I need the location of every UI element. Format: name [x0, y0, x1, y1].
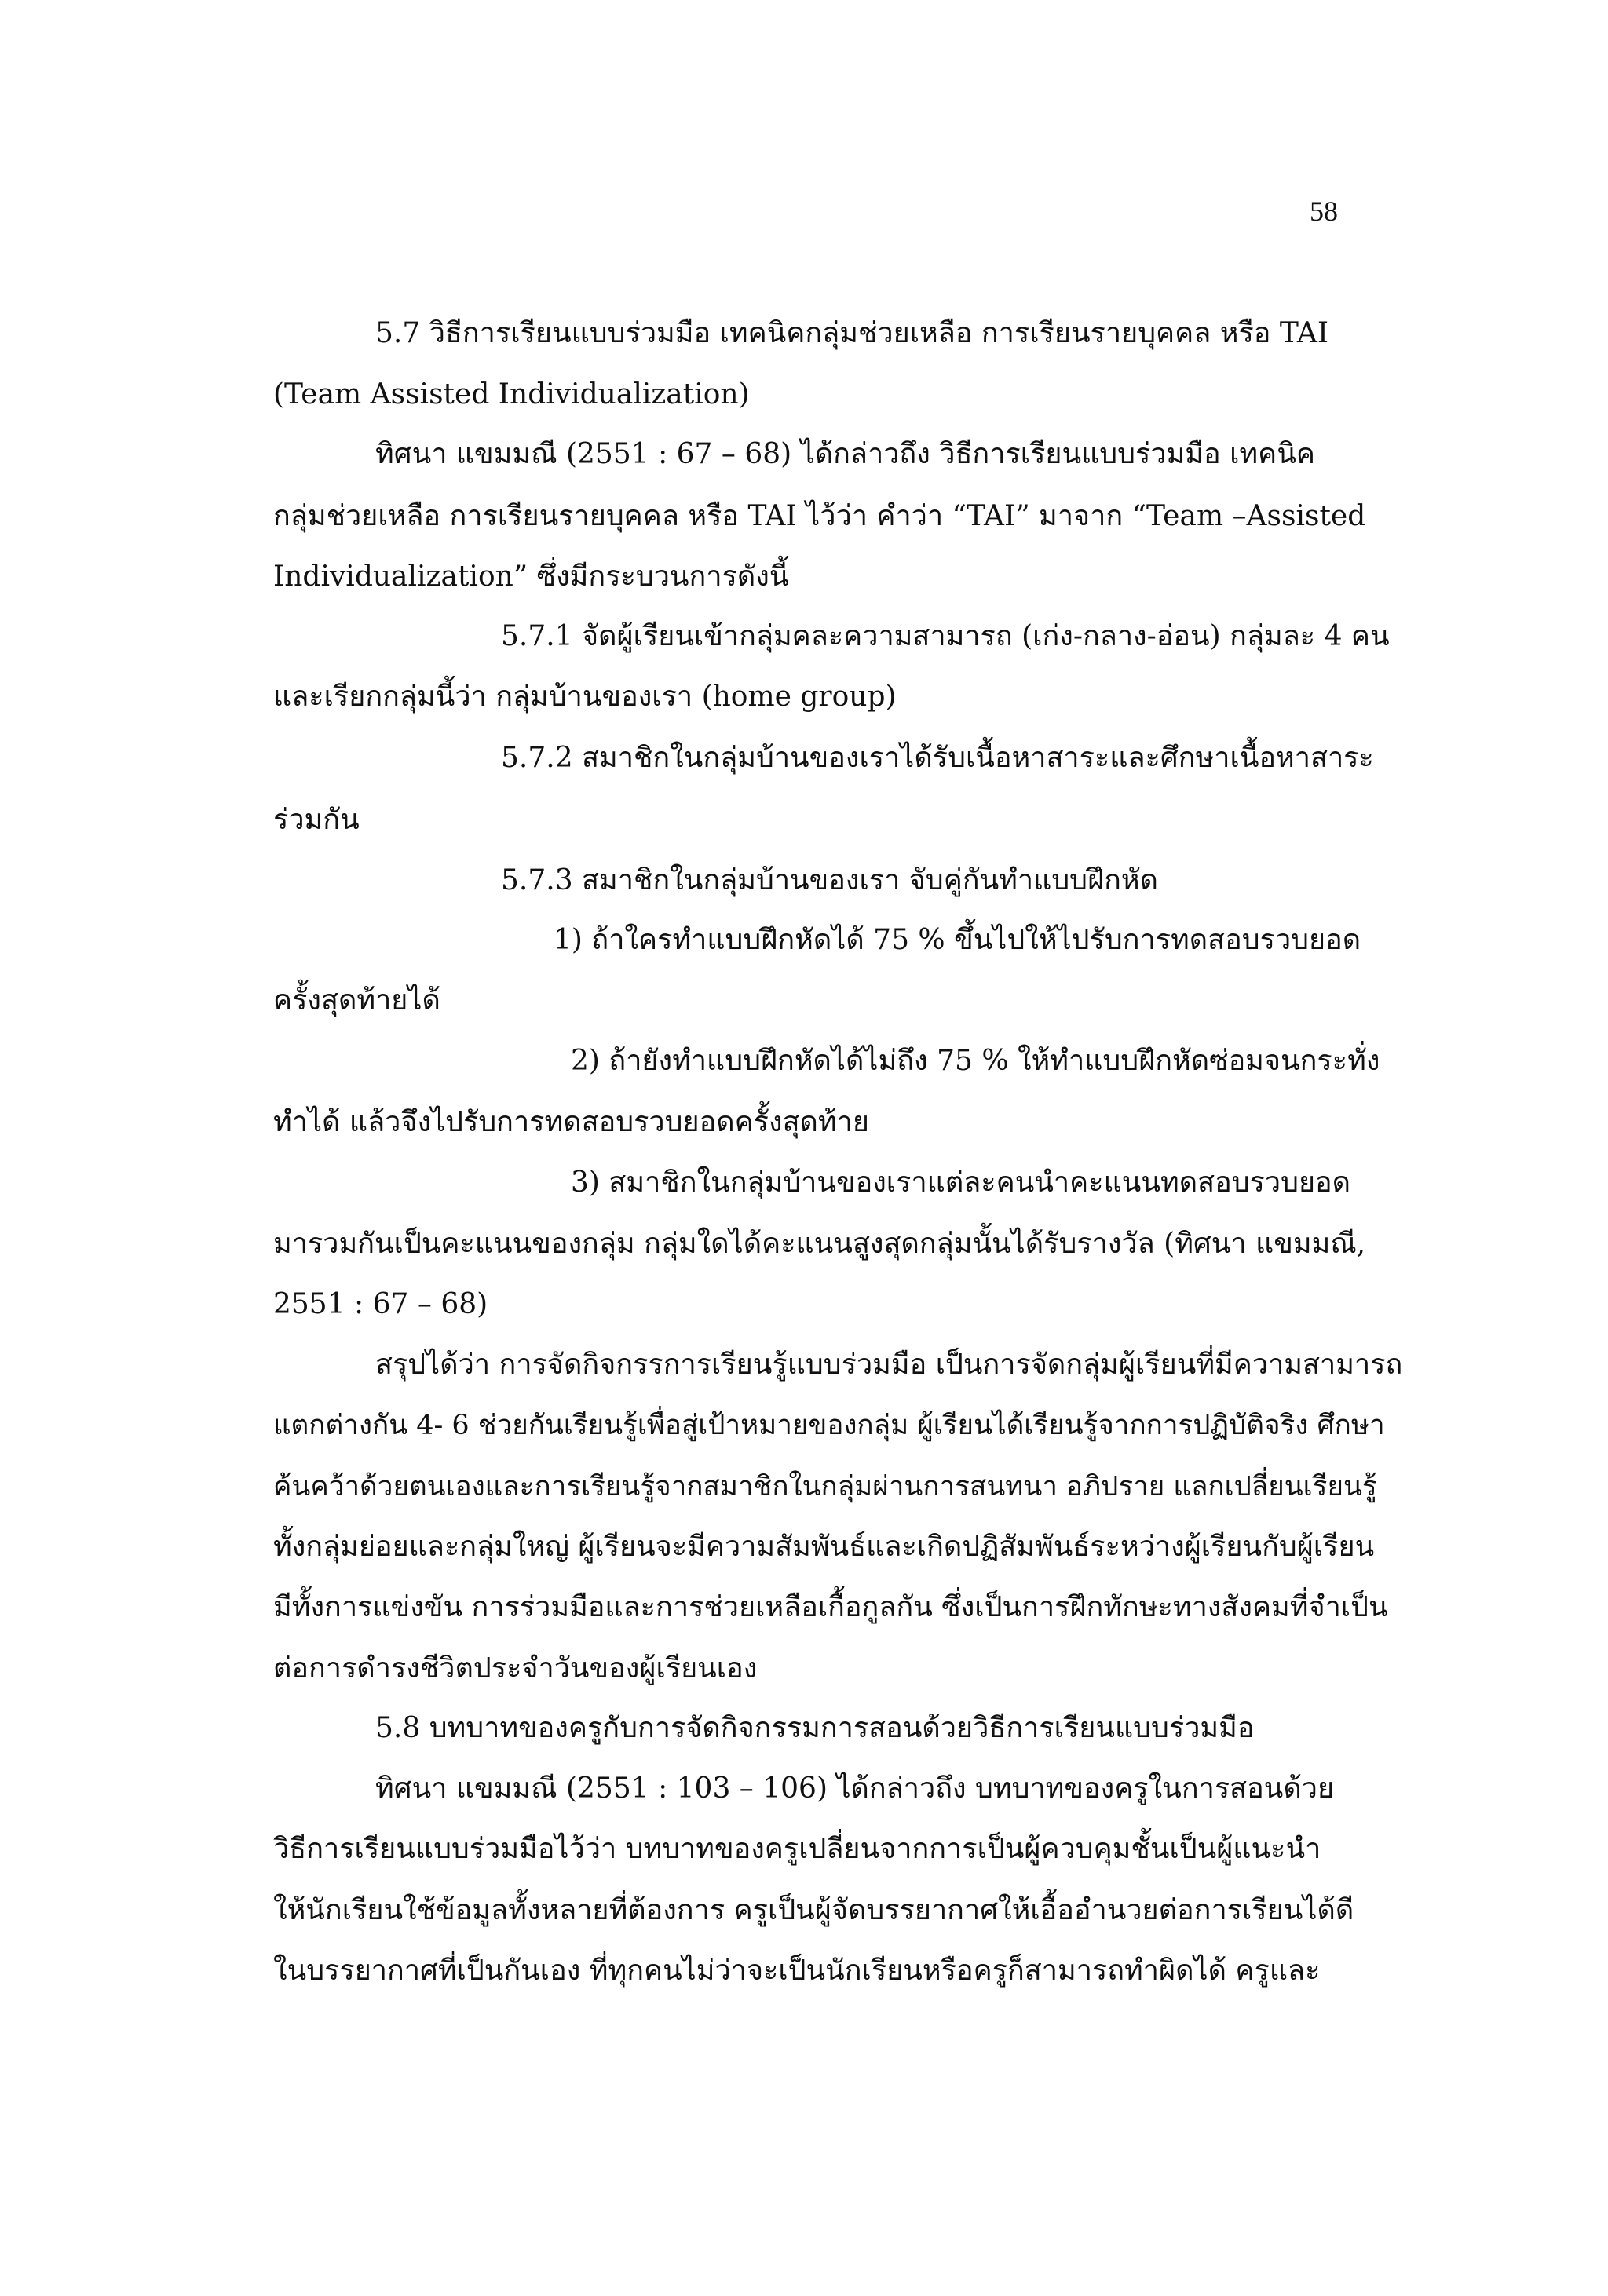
- text-line: ทิศนา แขมมณี (2551 : 67 – 68) ได้กล่าวถึง วิธีการเรียนแบบร่วมมือ เทคนิค: [375, 438, 1315, 470]
- text-line: ค้นคว้าด้วยตนเองและการเรียนรู้จากสมาชิกในกลุ่มผ่านการสนทนา อภิปราย แลกเปลี่ยนเรียนรู้: [273, 1471, 1377, 1502]
- text-line: 5.7.2 สมาชิกในกลุ่มบ้านของเราได้รับเนื้อหาสาระและศึกษาเนื้อหาสาระ: [501, 742, 1374, 774]
- text-line: ให้นักเรียนใช้ข้อมูลทั้งหลายที่ต้องการ ครูเป็นผู้จัดบรรยากาศให้เอื้ออำนวยต่อการเรียนได้ดี: [273, 1894, 1354, 1926]
- text-line: ทิศนา แขมมณี (2551 : 103 – 106) ได้กล่าวถึง บทบาทของครูในการสอนด้วย: [375, 1772, 1335, 1805]
- text-line: และเรียกกลุ่มนี้ว่า กลุ่มบ้านของเรา (home group): [273, 681, 897, 713]
- text-line: ทั้งกลุ่มย่อยและกลุ่มใหญ่ ผู้เรียนจะมีความสัมพันธ์และเกิดปฏิสัมพันธ์ระหว่างผู้เรียนกับผู้เรียน: [273, 1531, 1375, 1563]
- text-line: 5.7.3 สมาชิกในกลุ่มบ้านของเรา จับคู่กันทำแบบฝึกหัด: [501, 864, 1159, 896]
- text-line: มารวมกันเป็นคะแนนของกลุ่ม กลุ่มใดได้คะแนนสูงสุดกลุ่มนั้นได้รับรางวัล (ทิศนา แขมมณี,: [273, 1228, 1366, 1260]
- text-line: วิธีการเรียนแบบร่วมมือไว้ว่า บทบาทของครูเปลี่ยนจากการเป็นผู้ควบคุมชั้นเป็นผู้แนะนำ: [273, 1833, 1321, 1865]
- section-heading: 5.8 บทบาทของครูกับการจัดกิจกรรมการสอนด้วยวิธีการเรียนแบบร่วมมือ: [375, 1712, 1255, 1744]
- text-line: มีทั้งการแข่งขัน การร่วมมือและการช่วยเหลือเกื้อกูลกัน ซึ่งเป็นการฝึกทักษะทางสังคมที่จำเป็น: [273, 1591, 1388, 1623]
- text-line: 5.7.1 จัดผู้เรียนเข้ากลุ่มคละความสามารถ (เก่ง-กลาง-อ่อน) กลุ่มละ 4 คน: [501, 620, 1390, 652]
- text-line: ในบรรยากาศที่เป็นกันเอง ที่ทุกคนไม่ว่าจะเป็นนักเรียนหรือครูก็สามารถทำผิดได้ ครูและ: [273, 1955, 1321, 1987]
- text-line: 1) ถ้าใครทำแบบฝึกหัดได้ 75 % ขึ้นไปให้ไปรับการทดสอบรวบยอด: [554, 924, 1361, 956]
- text-line: 2) ถ้ายังทำแบบฝึกหัดได้ไม่ถึง 75 % ให้ทำแบบฝึกหัดซ่อมจนกระทั่ง: [571, 1045, 1380, 1077]
- text-line: Individualization” ซึ่งมีกระบวนการดังนี้: [273, 560, 789, 593]
- text-line: 2551 : 67 – 68): [273, 1288, 488, 1320]
- page-number: 58: [1310, 195, 1338, 227]
- text-line: กลุ่มช่วยเหลือ การเรียนรายบุคคล หรือ TAI ไว้ว่า คำว่า “TAI” มาจาก “Team –Assisted: [273, 500, 1366, 532]
- text-line: ร่วมกัน: [273, 804, 360, 836]
- text-line: ทำได้ แล้วจึงไปรับการทดสอบรวบยอดครั้งสุดท้าย: [273, 1106, 869, 1138]
- text-line: แตกต่างกัน 4- 6 ช่วยกันเรียนรู้เพื่อสู่เป้าหมายของกลุ่ม ผู้เรียนได้เรียนรู้จากการปฏิบัติจริง ศึกษา: [273, 1410, 1385, 1441]
- text-line: สรุปได้ว่า การจัดกิจกรรการเรียนรู้แบบร่วมมือ เป็นการจัดกลุ่มผู้เรียนที่มีความสามารถ: [375, 1349, 1403, 1381]
- text-line: 3) สมาชิกในกลุ่มบ้านของเราแต่ละคนนำคะแนนทดสอบรวบยอด: [571, 1166, 1351, 1199]
- text-line: (Team Assisted Individualization): [273, 378, 750, 411]
- text-line: 5.7 วิธีการเรียนแบบร่วมมือ เทคนิคกลุ่มช่วยเหลือ การเรียนรายบุคคล หรือ TAI: [375, 317, 1329, 349]
- text-line: ครั้งสุดท้ายได้: [273, 984, 440, 1017]
- text-line: ต่อการดำรงชีวิตประจำวันของผู้เรียนเอง: [273, 1652, 758, 1685]
